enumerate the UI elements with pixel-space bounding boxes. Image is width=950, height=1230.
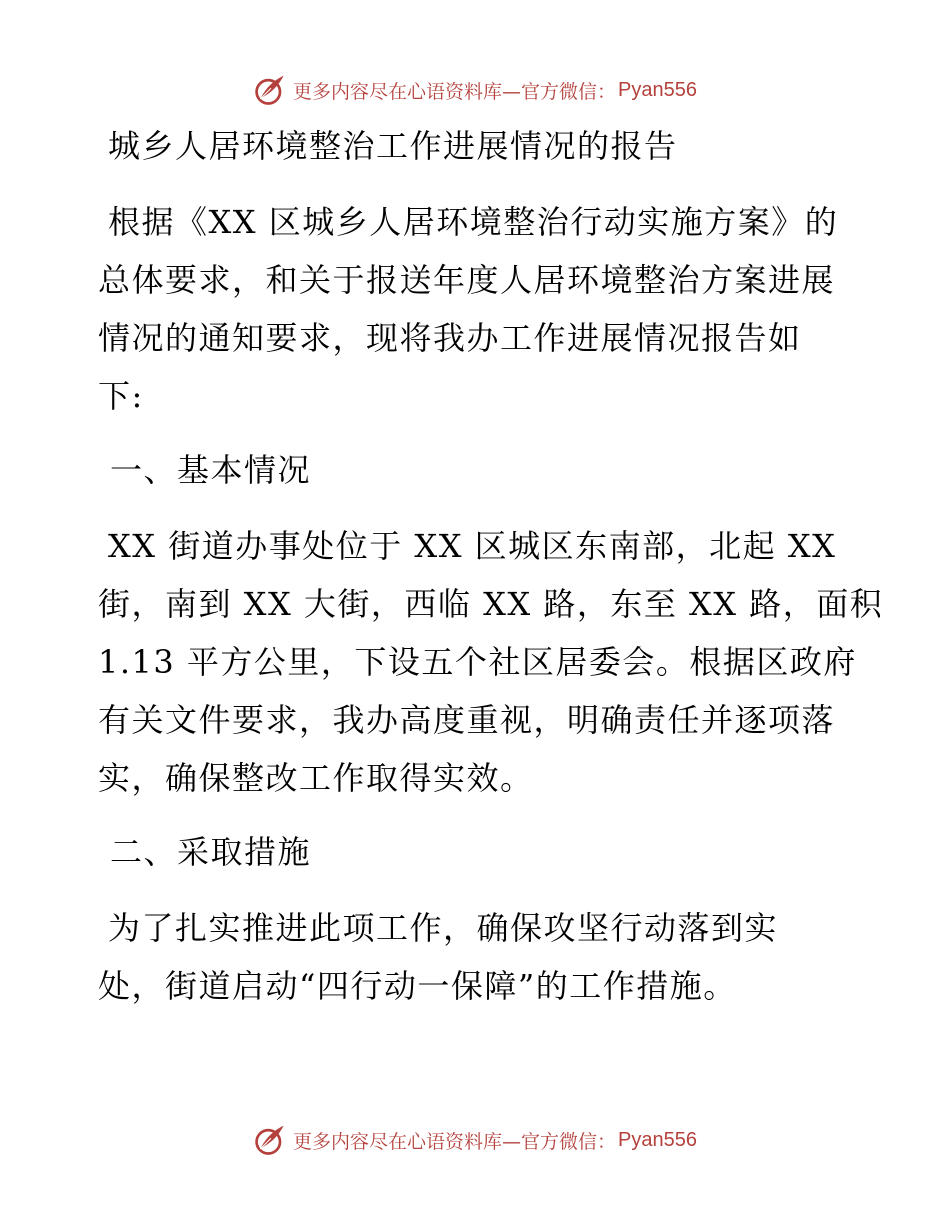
header-watermark — [0, 70, 950, 110]
section1-line: 实，确保整改工作取得实效。 — [98, 759, 534, 797]
watermark-text: 更多内容尽在心语资料库—官方微信： — [293, 80, 617, 103]
section1-line: 街，南到 XX 大街，西临 XX 路，东至 XX 路，面积 — [98, 585, 884, 623]
watermark-wechat-id: Pyan556 — [618, 78, 697, 101]
feather-quill-logo-icon — [253, 1122, 289, 1158]
section2-line: 处，街道启动“四行动一保障”的工作措施。 — [98, 967, 737, 1005]
watermark-text: 更多内容尽在心语资料库—官方微信： — [293, 1130, 617, 1153]
section1-line: XX 街道办事处位于 XX 区城区东南部，北起 XX — [108, 527, 837, 565]
watermark-wechat-id: Pyan556 — [618, 1128, 697, 1151]
intro-line: 下: — [98, 377, 144, 415]
section-heading-measures: 二、采取措施 — [110, 833, 312, 871]
section1-line: 有关文件要求，我办高度重视，明确责任并逐项落 — [98, 701, 836, 739]
feather-quill-logo-icon — [253, 72, 289, 108]
intro-line: 情况的通知要求，现将我办工作进展情况报告如 — [98, 319, 802, 357]
section-heading-basic-situation: 一、基本情况 — [110, 451, 312, 489]
intro-line: 总体要求，和关于报送年度人居环境整治方案进展 — [98, 261, 836, 299]
document-title: 城乡人居环境整治工作进展情况的报告 — [108, 127, 678, 165]
section1-line: 1.13 平方公里，下设五个社区居委会。根据区政府 — [98, 643, 857, 681]
intro-line: 根据《XX 区城乡人居环境整治行动实施方案》的 — [108, 203, 839, 241]
section2-line: 为了扎实推进此项工作，确保攻坚行动落到实 — [108, 909, 779, 947]
footer-watermark — [0, 1120, 950, 1160]
